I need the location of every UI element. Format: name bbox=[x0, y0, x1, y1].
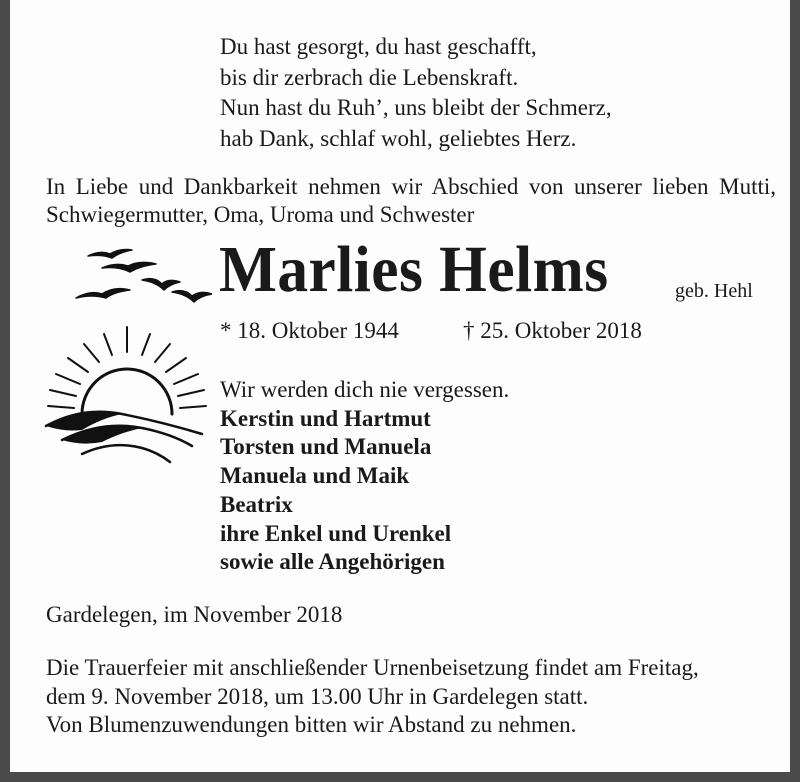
life-dates bbox=[220, 318, 642, 344]
birth-date: * 18. Oktober 1944 bbox=[220, 318, 399, 343]
poem-line: hab Dank, schlaf wohl, geliebtes Herz. bbox=[220, 125, 577, 151]
maiden-name: geb. Hehl bbox=[675, 280, 753, 302]
poem-line: bis dir zerbrach die Lebenskraft. bbox=[220, 64, 519, 90]
intro-text: In Liebe und Dankbarkeit nehmen wir Abschied von unserer lieben Mutti, Schwiegermutter, Oma, Uroma und Schwester bbox=[46, 174, 776, 227]
sunset-over-hills-icon bbox=[42, 322, 212, 467]
mourner-name: sowie alle Angehörigen bbox=[220, 549, 445, 575]
mourners-lead: Wir werden dich nie vergessen. bbox=[220, 377, 510, 402]
poem-line: Nun hast du Ruh’, uns bleibt der Schmerz, bbox=[220, 95, 612, 120]
service-line: Von Blumenzuwendungen bitten wir Abstand zu nehmen. bbox=[46, 712, 577, 737]
mourner-name: Torsten und Manuela bbox=[220, 434, 432, 460]
service-line: Die Trauerfeier mit anschließender Urnenbeisetzung findet am Freitag, bbox=[46, 655, 699, 680]
deceased-name: Marlies Helms bbox=[219, 233, 609, 306]
mourner-name: Kerstin und Hartmut bbox=[220, 405, 431, 431]
service-line: dem 9. November 2018, um 13.00 Uhr in Gardelegen statt. bbox=[46, 683, 589, 709]
death-date: † 25. Oktober 2018 bbox=[463, 318, 642, 343]
flying-birds-icon bbox=[72, 244, 212, 304]
memorial-poem bbox=[220, 32, 612, 154]
mourner-name: ihre Enkel und Urenkel bbox=[220, 520, 452, 546]
service-notice bbox=[46, 654, 781, 740]
place-and-date: Gardelegen, im November 2018 bbox=[46, 602, 343, 627]
mourner-name: Manuela und Maik bbox=[220, 463, 410, 489]
poem-line: Du hast gesorgt, du hast geschafft, bbox=[220, 34, 537, 59]
mourner-name: Beatrix bbox=[220, 491, 293, 517]
mourners-list bbox=[220, 376, 509, 577]
